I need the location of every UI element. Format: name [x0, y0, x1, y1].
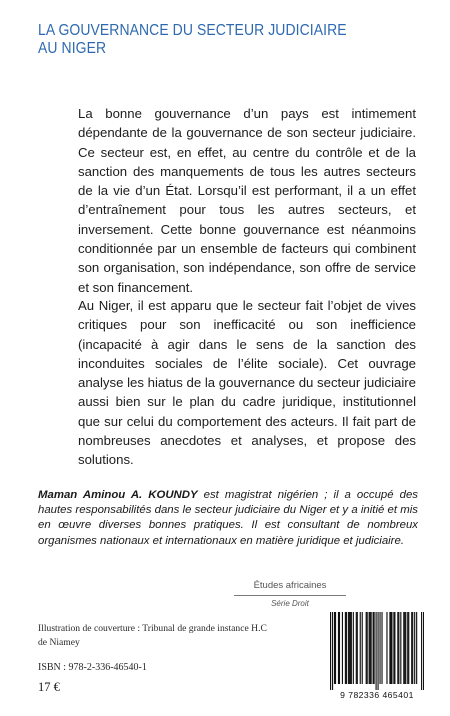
- barcode-digits: 9 782336 465401: [340, 690, 414, 700]
- series-name: Études africaines: [253, 580, 327, 591]
- book-title-line-1: LA GOUVERNANCE DU SECTEUR JUDICIAIRE: [38, 22, 347, 39]
- author-name: Maman Aminou A. KOUNDY: [38, 489, 198, 501]
- book-title: [38, 22, 380, 58]
- summary-paragraph-1: La bonne gouvernance d’un pays est intimement dépendante de la gouvernance de son secteur judiciaire. Ce secteur est, en effet, au centre du contrôle et de la sanction des manquements de tous les autres secteurs de la vie d’un État. Lorsqu’il est performant, il a un effet d’entraînement pour tous les autres secteurs, et inversement. Cette bonne gouvernance est néanmoins conditionnée par un ensemble de facteurs qui combinent son organisation, son indépendance, son offre de service et son financement.: [78, 106, 416, 295]
- isbn-text: ISBN : 978-2-336-46540-1: [38, 662, 147, 673]
- cover-credit-line-2: de Niamey: [38, 636, 80, 648]
- barcode: [326, 608, 428, 704]
- book-title-line-2: AU NIGER: [38, 40, 107, 57]
- author-bio: [38, 488, 418, 549]
- summary-paragraph-2: Au Niger, il est apparu que le secteur fait l’objet de vives critiques pour son inefficacité ou son inefficience (incapacité à agir dans le sens de la sanction des inconduites sociales de l’élite sociale). Cet ouvrage analyse les hiatus de la gouvernance du secteur judiciaire aussi bien sur le plan du cadre juridique, institutionnel que sur celui du comportement des acteurs. Il fait part de nombreuses anecdotes et analyses, et propose des solutions.: [78, 298, 416, 468]
- cover-credit-line-1: Illustration de couverture : Tribunal de grande instance H.C: [38, 623, 267, 634]
- series-sub: Série Droit: [271, 599, 309, 608]
- cover-credit: [38, 622, 298, 649]
- barcode-bars-icon: [330, 612, 424, 692]
- price-text: 17 €: [38, 680, 60, 694]
- series-divider: [234, 595, 346, 596]
- series-label: [230, 580, 350, 609]
- author-bio-text: est magistrat nigérien ; il a occupé des hautes responsabilités dans le secteur judiciaire du Niger et y a initié et mis en œuvre diverses bonnes pratiques. Il est consultant de nombreux organismes nationaux et internationaux en matière juridique et judiciaire.: [38, 489, 418, 547]
